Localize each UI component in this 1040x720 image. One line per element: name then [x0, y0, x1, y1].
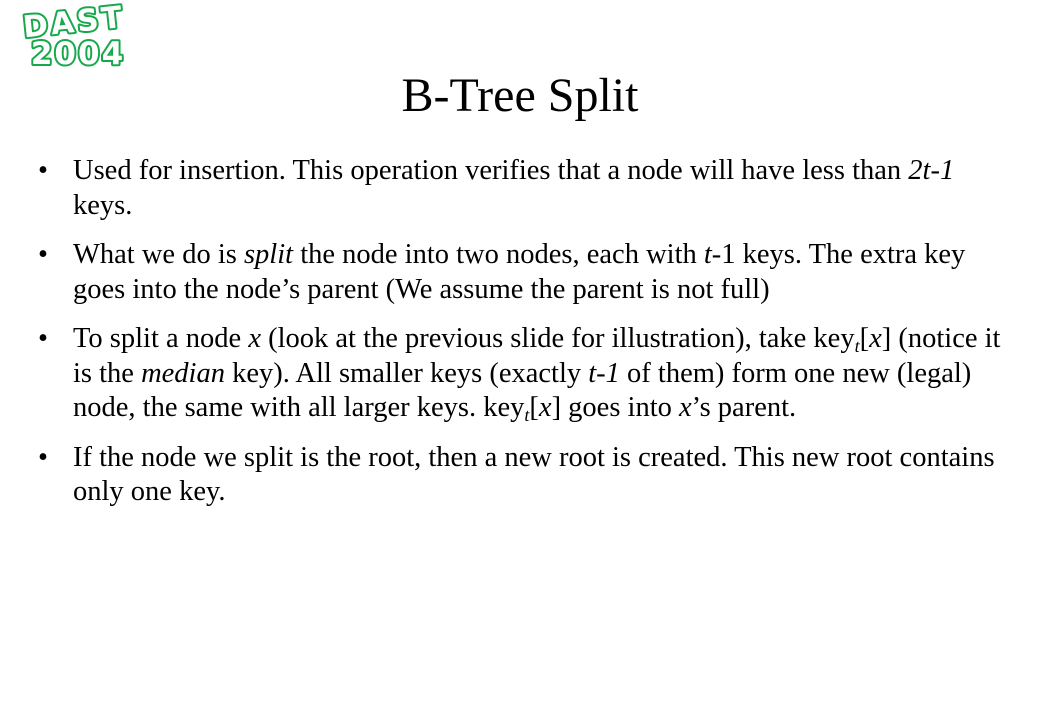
bullet-text: To split a node: [73, 323, 249, 354]
bullet-item: [28, 154, 1018, 223]
subscript-text: t: [524, 405, 530, 425]
bullet-dot: •: [38, 239, 48, 270]
bullet-text-italic: x: [869, 323, 882, 354]
bullet-text: of them) form one new (legal) node, the same with all larger keys. key: [73, 357, 972, 423]
bullet-text: keys.: [73, 189, 133, 221]
bullet-text-italic: median: [141, 357, 225, 389]
bullet-dot: •: [38, 155, 48, 186]
bullet-text: [: [859, 323, 870, 354]
bullet-text-italic: x: [679, 392, 692, 423]
bullet-item: [28, 238, 1018, 307]
slide-title: B-Tree Split: [401, 69, 639, 122]
bullet-text: ] (notice it is the: [73, 323, 1001, 389]
bullet-dot: •: [38, 441, 48, 473]
bullet-text: the node into two nodes, each with: [293, 239, 704, 270]
bullet-text-italic: t: [703, 239, 712, 270]
bullet-item: [28, 322, 1018, 426]
bullet-text: Used for insertion. This operation verifies that a node will have less than: [73, 155, 909, 186]
subscript-text: t: [854, 336, 860, 356]
logo-line-1: DAST: [21, 0, 127, 46]
bullet-text-italic: x: [538, 392, 552, 423]
bullet-text: ’s parent.: [691, 392, 797, 423]
bullet-text: key). All smaller keys (exactly: [224, 357, 589, 389]
bullet-text: -1 keys. The extra key goes into the node’s parent (We assume the parent is not full): [73, 239, 966, 305]
bullet-dot: •: [38, 323, 48, 354]
bullet-text: (look at the previous slide for illustration), take key: [260, 323, 855, 354]
bullet-text: [: [529, 392, 539, 423]
bullet-text-italic: 2t-1: [908, 155, 955, 186]
bullet-text-italic: t-1: [588, 357, 620, 389]
bullet-text-italic: split: [243, 239, 294, 270]
bullet-text: If the node we split is the root, then a new root is created. This new root contains only one key.: [73, 441, 995, 507]
logo-line-2: 2004: [30, 36, 126, 72]
bullet-list: [28, 154, 1018, 525]
bullet-text: ] goes into: [551, 392, 680, 423]
bullet-item: [28, 441, 1018, 510]
bullet-text-italic: x: [248, 323, 261, 354]
bullet-text: What we do is: [73, 239, 244, 270]
